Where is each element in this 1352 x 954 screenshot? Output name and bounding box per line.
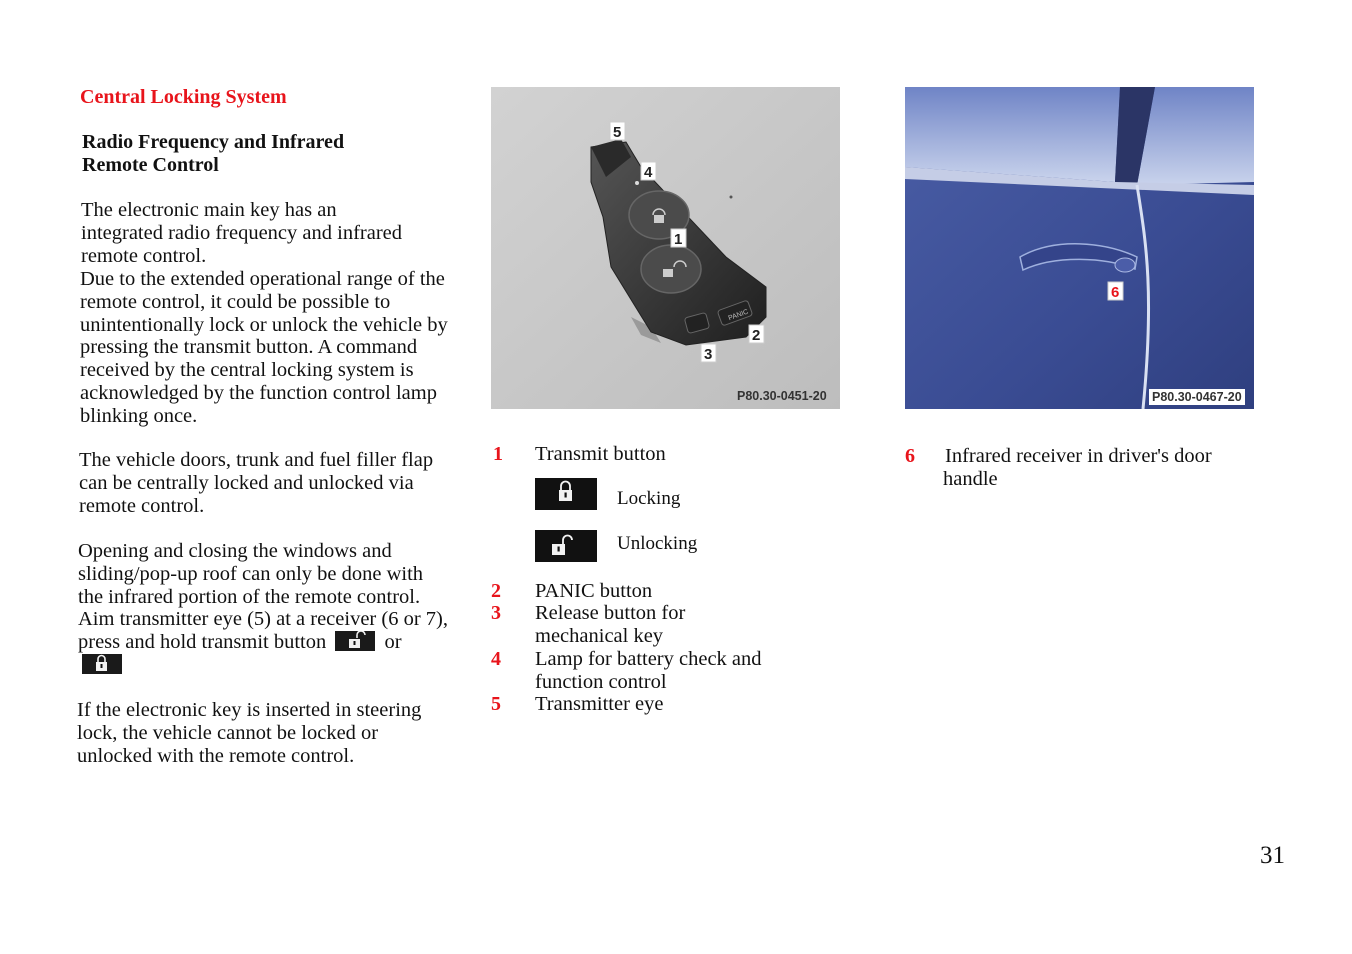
legend-text-3: Release button for mechanical key bbox=[535, 602, 686, 647]
svg-text:1: 1 bbox=[674, 231, 683, 248]
svg-text:5: 5 bbox=[613, 124, 622, 141]
lock-open-icon bbox=[535, 530, 597, 562]
callout-5 bbox=[610, 122, 625, 141]
callout-4 bbox=[641, 162, 656, 181]
windows-roof-text: Opening and closing the windows and sliding/pop-up roof can only be done with the infrared portion of the remote control. Aim transmitter eye (5) at a receiver (6 or 7), press and hold transmit button bbox=[78, 540, 448, 654]
paragraph-range-warning: Due to the extended operational range of the remote control, it could be possible to unintentionally lock or unlock the vehicle by pressing the transmit button. A command received by the central locking system is acknowledged by the function control lamp blinking once. bbox=[80, 268, 448, 427]
svg-text:3: 3 bbox=[704, 346, 713, 363]
legend-text-1: Transmit button bbox=[535, 443, 666, 465]
subsection-title: Radio Frequency and Infrared Remote Control bbox=[82, 131, 345, 176]
legend-num-6: 6 bbox=[905, 445, 915, 467]
legend-num-1: 1 bbox=[493, 443, 503, 465]
callout-6 bbox=[1108, 282, 1123, 301]
locking-label: Locking bbox=[617, 488, 681, 509]
lock-closed-icon bbox=[535, 478, 597, 510]
legend-num-4: 4 bbox=[491, 648, 501, 670]
unlock-button-icon bbox=[335, 631, 375, 651]
svg-text:2: 2 bbox=[752, 327, 761, 344]
paragraph-steering-lock: If the electronic key is inserted in steering lock, the vehicle cannot be locked or unlocked with the remote control. bbox=[77, 699, 422, 767]
key-fob-figure bbox=[491, 87, 840, 409]
svg-text:4: 4 bbox=[644, 164, 653, 181]
legend-text-4: Lamp for battery check and function control bbox=[535, 648, 762, 693]
legend-text-2: PANIC button bbox=[535, 580, 653, 602]
svg-text:6: 6 bbox=[1111, 284, 1120, 301]
or-text: or bbox=[384, 631, 402, 654]
callout-1 bbox=[671, 229, 686, 248]
legend-text-5: Transmitter eye bbox=[535, 693, 664, 715]
page-number: 31 bbox=[1260, 842, 1285, 869]
callout-2 bbox=[749, 325, 764, 344]
panic-text: PANIC bbox=[727, 308, 750, 323]
unlocking-label: Unlocking bbox=[617, 533, 698, 554]
paragraph-central-locking: The vehicle doors, trunk and fuel filler flap can be centrally locked and unlocked via remote control. bbox=[79, 449, 434, 517]
paragraph-key-intro: The electronic main key has an integrated radio frequency and infrared remote control. bbox=[81, 199, 403, 267]
legend-num-3: 3 bbox=[491, 602, 501, 624]
callout-3 bbox=[701, 344, 716, 363]
legend-num-5: 5 bbox=[491, 693, 501, 715]
legend-text-6: Infrared receiver in driver's door handle bbox=[943, 445, 1212, 490]
legend-num-2: 2 bbox=[491, 580, 501, 602]
paragraph-windows-roof bbox=[78, 540, 448, 677]
key-figure-code: P80.30-0451-20 bbox=[737, 389, 827, 403]
door-figure-code: P80.30-0467-20 bbox=[1149, 389, 1245, 405]
door-handle-figure bbox=[905, 87, 1254, 409]
section-title: Central Locking System bbox=[80, 86, 287, 108]
lock-button-icon bbox=[82, 654, 122, 674]
